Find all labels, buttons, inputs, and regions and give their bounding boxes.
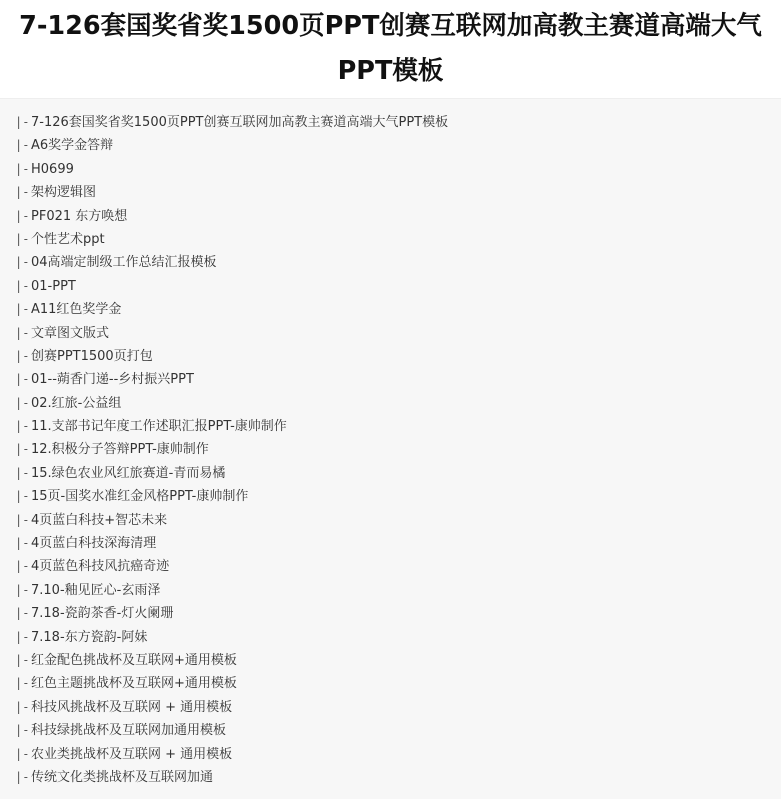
list-item: [15, 298, 781, 321]
tree-branch-icon: |-: [15, 302, 30, 317]
list-item: [15, 205, 781, 228]
tree-branch-icon: |-: [15, 161, 30, 176]
list-item: [15, 251, 781, 274]
tree-branch-icon: |-: [15, 629, 30, 644]
list-item: [15, 275, 781, 298]
list-item-label: A11红色奖学金: [31, 302, 122, 318]
list-item-label: H0699: [31, 161, 74, 177]
list-item: [15, 368, 781, 391]
list-item: [15, 743, 781, 766]
list-item: [15, 532, 781, 555]
tree-branch-icon: |-: [15, 746, 30, 761]
list-item-label: 传统文化类挑战杯及互联网加通: [31, 769, 214, 785]
tree-branch-icon: |-: [15, 676, 30, 691]
list-item: [15, 134, 781, 157]
list-item-label: 15页-国奖水准红金风格PPT-康帅制作: [31, 489, 249, 505]
list-item-label: 科技绿挑战杯及互联网加通用模板: [31, 723, 227, 739]
list-item-label: 7-126套国奖省奖1500页PPT创赛互联网加高教主赛道高端大气PPT模板: [31, 115, 449, 130]
list-item: [15, 228, 781, 251]
list-item: [15, 719, 781, 742]
list-item: [15, 766, 781, 789]
tree-branch-icon: |-: [15, 442, 30, 457]
list-item-label: 4页蓝色科技风抗癌奇迹: [31, 559, 170, 575]
tree-branch-icon: |-: [15, 536, 30, 551]
list-item-label: 7.18-东方瓷韵-阿妹: [31, 629, 148, 645]
list-item-label: A6奖学金答辩: [31, 138, 114, 154]
tree-branch-icon: |-: [15, 278, 30, 293]
tree-branch-icon: |-: [15, 348, 30, 363]
tree-branch-icon: |-: [15, 325, 30, 340]
list-item: [15, 509, 781, 532]
tree-branch-icon: |-: [15, 465, 30, 480]
tree-branch-icon: |-: [15, 559, 30, 574]
list-item: [15, 111, 781, 134]
tree-branch-icon: |-: [15, 606, 30, 621]
list-item-label: 红色主题挑战杯及互联网+通用模板: [31, 676, 237, 692]
list-item-label: 文章图文版式: [31, 325, 110, 341]
list-item-label: 04高端定制级工作总结汇报模板: [31, 255, 217, 271]
tree-branch-icon: |-: [15, 372, 30, 387]
tree-branch-icon: |-: [15, 652, 30, 667]
list-item-label: 7.10-釉见匠心-玄雨泽: [31, 582, 161, 598]
page-title: 7-126套国奖省奖1500页PPT创赛互联网加高教主赛道高端大气PPT模板: [19, 11, 762, 86]
list-item-label: 4页蓝白科技+智芯未来: [31, 512, 168, 528]
list-item-label: 15.绿色农业风红旅赛道-青而易橘: [31, 465, 226, 481]
list-item: [15, 181, 781, 204]
tree-branch-icon: |-: [15, 208, 30, 223]
list-item-label: 科技风挑战杯及互联网 + 通用模板: [31, 699, 233, 715]
list-item: [15, 392, 781, 415]
tree-branch-icon: |-: [15, 769, 30, 784]
tree-branch-icon: |-: [15, 699, 30, 714]
list-item-label: PF021 东方唤想: [31, 208, 128, 224]
file-tree-list: [0, 98, 781, 799]
list-item: [15, 672, 781, 695]
list-item-label: 创赛PPT1500页打包: [31, 348, 153, 364]
tree-branch-icon: |-: [15, 115, 30, 129]
list-item-label: 个性艺术ppt: [31, 231, 105, 247]
list-item-label: 01--蒴香门递--乡村振兴PPT: [31, 372, 194, 388]
tree-branch-icon: |-: [15, 582, 30, 597]
list-item: [15, 415, 781, 438]
list-item-label: 农业类挑战杯及互联网 + 通用模板: [31, 746, 233, 762]
tree-branch-icon: |-: [15, 512, 30, 527]
list-item-label: 7.18-瓷韵茶香-灯火阑珊: [31, 606, 174, 622]
tree-branch-icon: |-: [15, 419, 30, 434]
tree-branch-icon: |-: [15, 255, 30, 270]
tree-branch-icon: |-: [15, 231, 30, 246]
list-item-label: 02.红旅-公益组: [31, 395, 122, 411]
tree-branch-icon: |-: [15, 138, 30, 153]
list-item-label: 01-PPT: [31, 278, 76, 294]
list-item: [15, 696, 781, 719]
list-item-label: 12.积极分子答辩PPT-康帅制作: [31, 442, 209, 458]
list-item: [15, 438, 781, 461]
list-item: [15, 649, 781, 672]
tree-branch-icon: |-: [15, 185, 30, 200]
tree-branch-icon: |-: [15, 723, 30, 738]
list-item: [15, 602, 781, 625]
list-item: [15, 485, 781, 508]
file-tree: [0, 99, 781, 789]
list-item-label: 4页蓝白科技深海清理: [31, 536, 157, 552]
list-item-label: 11.支部书记年度工作述职汇报PPT-康帅制作: [31, 419, 287, 435]
tree-branch-icon: |-: [15, 395, 30, 410]
list-item-label: 架构逻辑图: [31, 185, 97, 201]
list-item: [15, 345, 781, 368]
list-item: [15, 158, 781, 181]
tree-branch-icon: |-: [15, 489, 30, 504]
list-item: [15, 462, 781, 485]
list-item: [15, 322, 781, 345]
list-item-label: 红金配色挑战杯及互联网+通用模板: [31, 652, 237, 668]
list-item: [15, 555, 781, 578]
list-item: [15, 579, 781, 602]
list-item: [15, 626, 781, 649]
